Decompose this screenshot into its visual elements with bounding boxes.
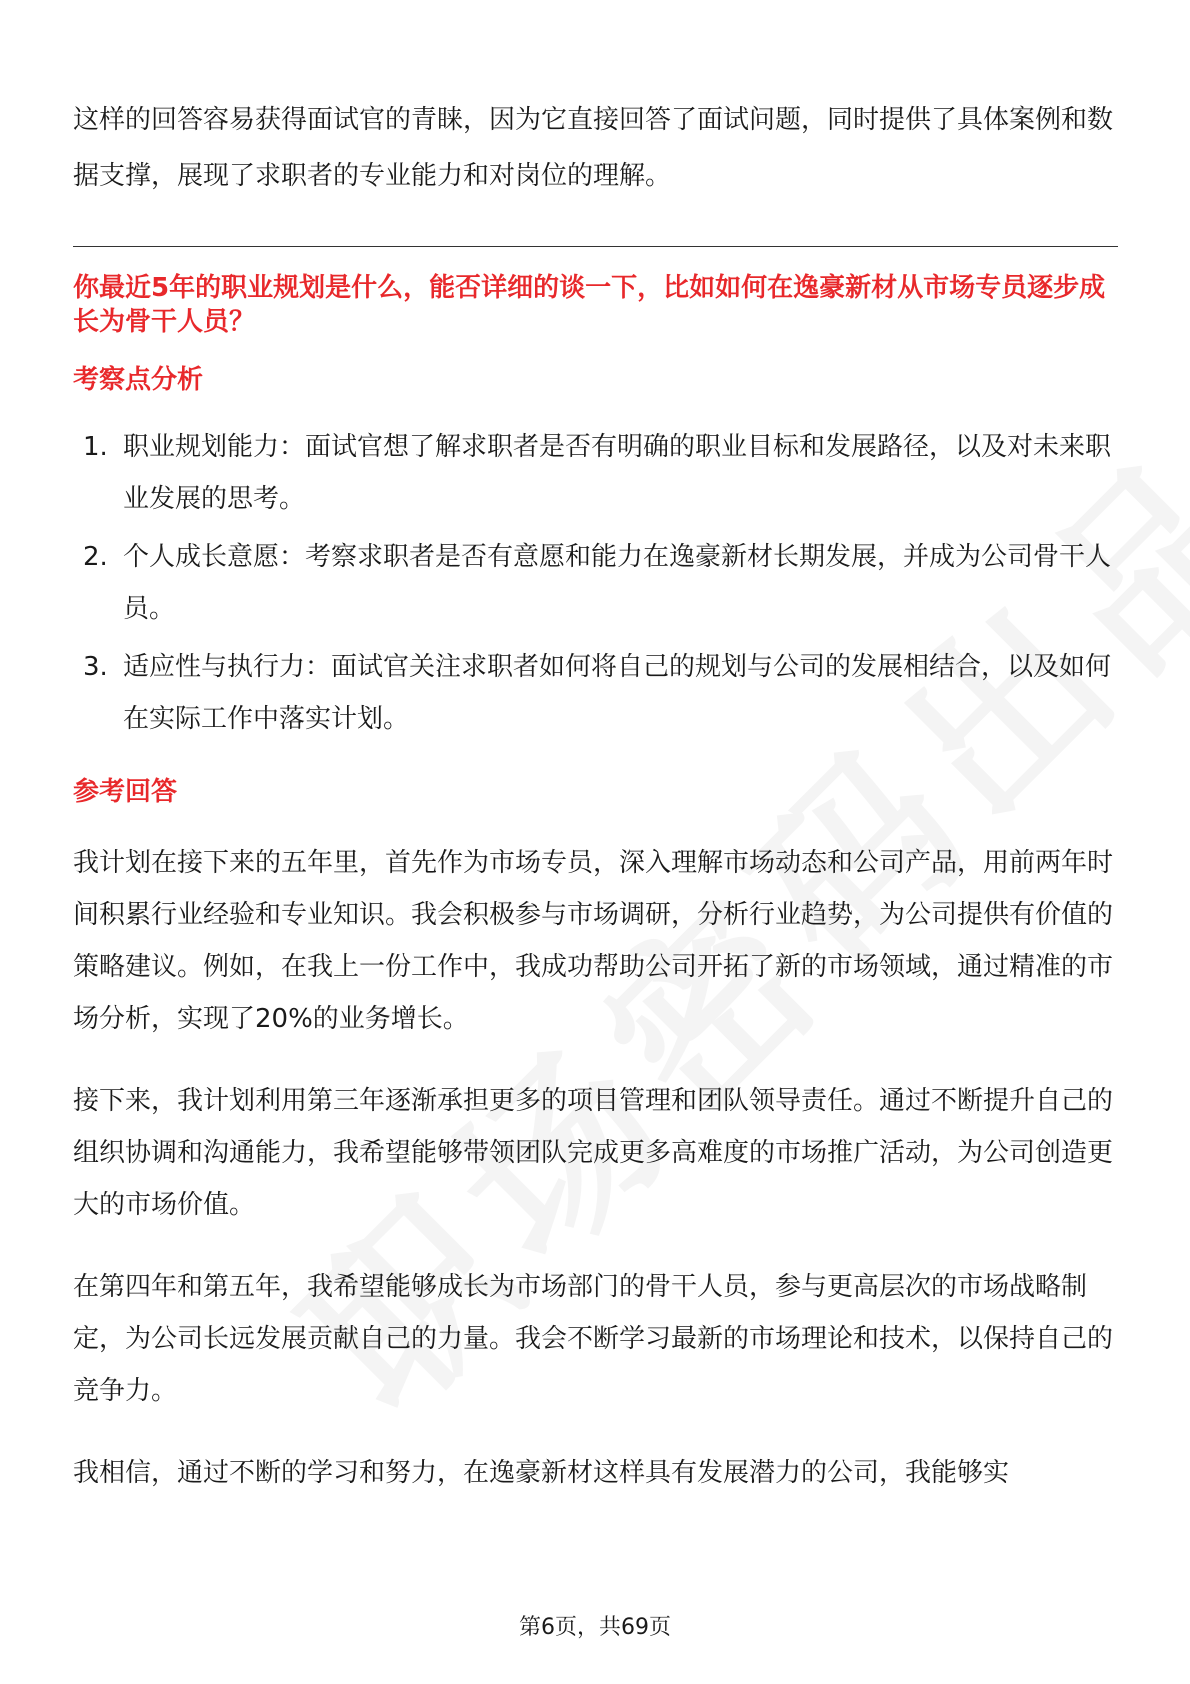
question-heading: 你最近5年的职业规划是什么，能否详细的谈一下，比如如何在逸豪新材从市场专员逐步成长为骨干人员？ <box>73 273 1106 337</box>
analysis-list <box>73 421 1118 745</box>
section-divider <box>73 246 1118 247</box>
analysis-item <box>73 421 1118 525</box>
analysis-title: 考察点分析 <box>73 365 204 395</box>
intro-paragraph: 这样的回答容易获得面试官的青睐，因为它直接回答了面试问题，同时提供了具体案例和数据支撑，展现了求职者的专业能力和对岗位的理解。 <box>73 105 1114 191</box>
page-content <box>73 92 1118 1529</box>
analysis-item <box>73 641 1118 745</box>
list-text: 适应性与执行力：面试官关注求职者如何将自己的规划与公司的发展相结合，以及如何在实际工作中落实计划。 <box>123 652 1112 734</box>
answer-paragraph: 我计划在接下来的五年里，首先作为市场专员，深入理解市场动态和公司产品，用前两年时间积累行业经验和专业知识。我会积极参与市场调研，分析行业趋势，为公司提供有价值的策略建议。例如，在我上一份工作中，我成功帮助公司开拓了新的市场领域，通过精准的市场分析，实现了20%的业务增长。 <box>73 848 1114 1034</box>
answer-paragraph: 在第四年和第五年，我希望能够成长为市场部门的骨干人员，参与更高层次的市场战略制定，为公司长远发展贡献自己的力量。我会不断学习最新的市场理论和技术，以保持自己的竞争力。 <box>73 1272 1114 1406</box>
list-text: 职业规划能力：面试官想了解求职者是否有明确的职业目标和发展路径，以及对未来职业发展的思考。 <box>123 432 1112 514</box>
list-text: 个人成长意愿：考察求职者是否有意愿和能力在逸豪新材长期发展，并成为公司骨干人员。 <box>123 542 1112 624</box>
analysis-item <box>73 531 1118 635</box>
answer-title: 参考回答 <box>73 777 178 807</box>
answer-paragraph: 接下来，我计划利用第三年逐渐承担更多的项目管理和团队领导责任。通过不断提升自己的组织协调和沟通能力，我希望能够带领团队完成更多高难度的市场推广活动，为公司创造更大的市场价值。 <box>73 1086 1114 1220</box>
page-footer: 第6页，共69页 <box>519 1615 671 1640</box>
list-number: 2. <box>83 542 108 572</box>
list-number: 3. <box>83 652 108 682</box>
list-number: 1. <box>83 432 108 462</box>
answer-paragraph: 我相信，通过不断的学习和努力，在逸豪新材这样具有发展潜力的公司，我能够实 <box>73 1458 1010 1488</box>
